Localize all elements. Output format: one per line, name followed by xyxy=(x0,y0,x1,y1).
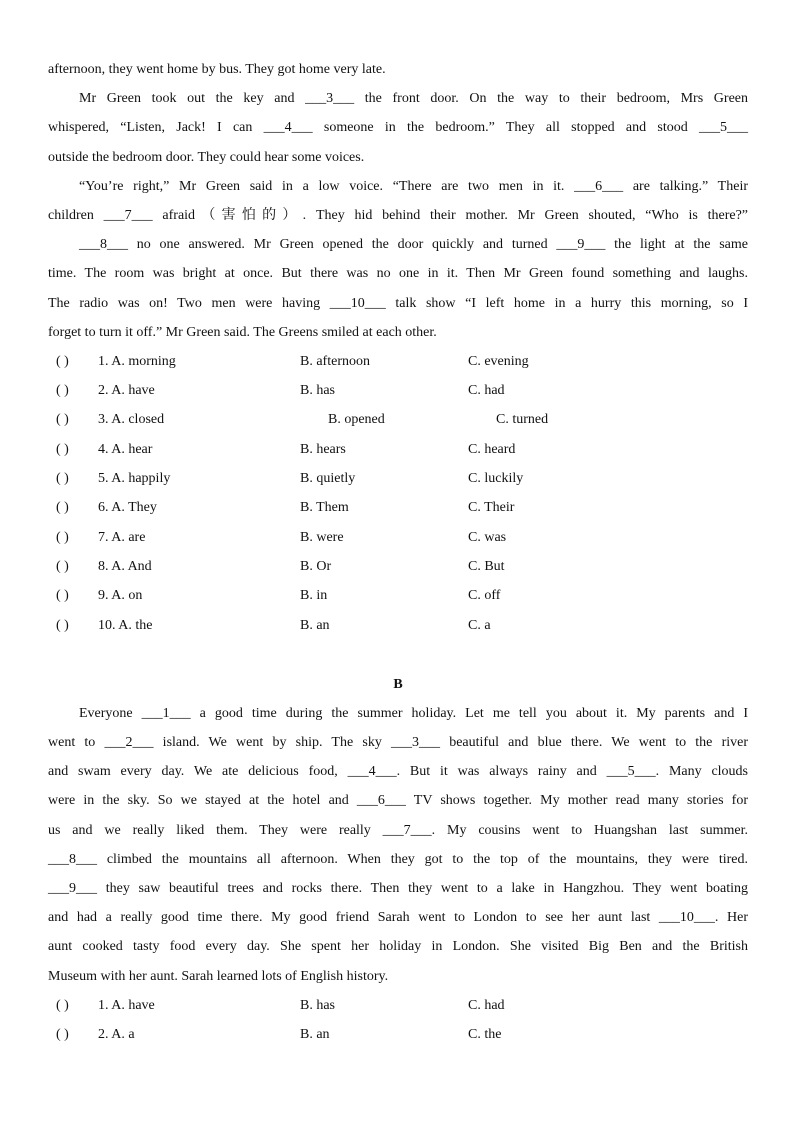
answer-blank[interactable]: ( ) xyxy=(56,412,69,428)
passage-line: The radio was on! Two men were having ___10___ talk show “I left home in a hurry this morning, so I xyxy=(48,295,748,311)
option-b: B. has xyxy=(300,997,335,1013)
option-c: C. was xyxy=(468,529,507,545)
option-b: B. Them xyxy=(300,500,349,516)
answer-blank[interactable]: ( ) xyxy=(56,383,69,399)
answer-blank[interactable]: ( ) xyxy=(56,588,69,604)
question-row xyxy=(48,493,748,522)
option-c: C. a xyxy=(468,617,491,633)
passage-a xyxy=(48,55,748,347)
option-c: C. had xyxy=(468,383,505,399)
option-c: C. evening xyxy=(468,353,529,369)
option-b: B. Or xyxy=(300,558,332,574)
option-a: 4. A. hear xyxy=(98,441,153,457)
option-b: B. were xyxy=(300,529,344,545)
section-title: B xyxy=(393,676,403,692)
option-b: B. quietly xyxy=(300,471,356,487)
option-a: 7. A. are xyxy=(98,529,146,545)
answer-blank[interactable]: ( ) xyxy=(56,353,69,369)
passage-line: Everyone ___1___ a good time during the summer holiday. Let me tell you about it. My parents and I xyxy=(79,705,748,721)
option-b: B. has xyxy=(300,383,335,399)
option-c: C. Their xyxy=(468,500,515,516)
option-a: 1. A. have xyxy=(98,997,155,1013)
option-a: 2. A. have xyxy=(98,383,155,399)
question-row xyxy=(48,1020,748,1049)
answer-blank[interactable]: ( ) xyxy=(56,1027,69,1043)
passage-line: aunt cooked tasty food every day. She spent her holiday in London. She visited Big Ben and the British xyxy=(48,939,748,955)
passage-line: and had a really good time there. My good friend Sarah went to London to see her aunt last ___10___. Her xyxy=(48,910,748,926)
question-row xyxy=(48,991,748,1020)
question-row xyxy=(48,523,748,552)
passage-line: time. The room was bright at once. But there was no one in it. Then Mr Green found something and laughs. xyxy=(48,266,748,282)
answer-blank[interactable]: ( ) xyxy=(56,500,69,516)
option-a: 6. A. They xyxy=(98,500,157,516)
option-a: 1. A. morning xyxy=(98,353,176,369)
passage-line: ___8___ no one answered. Mr Green opened the door quickly and turned ___9___ the light at the same xyxy=(79,237,748,253)
option-b: B. an xyxy=(300,1027,330,1043)
question-row xyxy=(48,581,748,610)
option-b: B. an xyxy=(300,617,330,633)
option-c: C. But xyxy=(468,558,505,574)
passage-line: were in the sky. So we stayed at the hotel and ___6___ TV shows together. My mother read many stories for xyxy=(48,793,748,809)
option-a: 9. A. on xyxy=(98,588,143,604)
answer-blank[interactable]: ( ) xyxy=(56,529,69,545)
question-row xyxy=(48,611,748,640)
option-a: 10. A. the xyxy=(98,617,153,633)
passage-line: ___8___ climbed the mountains all afternoon. When they got to the top of the mountains, they were tired. xyxy=(48,851,748,867)
passage-line: us and we really liked them. They were really ___7___. My cousins went to Huangshan last summer. xyxy=(48,822,748,838)
answer-blank[interactable]: ( ) xyxy=(56,558,69,574)
options-a xyxy=(48,347,748,640)
passage-line: Mr Green took out the key and ___3___ the front door. On the way to their bedroom, Mrs Green xyxy=(79,91,748,107)
option-a: 5. A. happily xyxy=(98,471,171,487)
question-row xyxy=(48,435,748,464)
answer-blank[interactable]: ( ) xyxy=(56,441,69,457)
option-c: C. off xyxy=(468,588,501,604)
option-b: B. afternoon xyxy=(300,353,370,369)
passage-line: children ___7___ afraid（害怕的）. They hid behind their mother. Mr Green shouted, “Who is there?” xyxy=(48,207,748,223)
answer-blank[interactable]: ( ) xyxy=(56,471,69,487)
option-c: C. luckily xyxy=(468,471,524,487)
question-row xyxy=(48,376,748,405)
question-row xyxy=(48,464,748,493)
passage-line: ___9___ they saw beautiful trees and rocks there. Then they went to a lake in Hangzhou. They went boating xyxy=(48,880,748,896)
option-b: B. in xyxy=(300,588,328,604)
option-b: B. hears xyxy=(300,441,346,457)
passage-line: outside the bedroom door. They could hear some voices. xyxy=(48,149,365,165)
option-c: C. turned xyxy=(496,412,549,428)
option-a: 2. A. a xyxy=(98,1027,135,1043)
option-c: C. heard xyxy=(468,441,516,457)
worksheet-page xyxy=(48,55,748,1049)
option-a: 3. A. closed xyxy=(98,412,165,428)
question-row xyxy=(48,347,748,376)
passage-line: “You’re right,” Mr Green said in a low voice. “There are two men in it. ___6___ are talking.” Their xyxy=(79,178,748,194)
passage-line: whispered, “Listen, Jack! I can ___4___ someone in the bedroom.” They all stopped and stood ___5___ xyxy=(48,120,748,136)
passage-line: Museum with her aunt. Sarah learned lots of English history. xyxy=(48,968,389,984)
option-c: C. had xyxy=(468,997,505,1013)
passage-line: and swam every day. We ate delicious food, ___4___. But it was always rainy and ___5___. Many clouds xyxy=(48,764,748,780)
option-a: 8. A. And xyxy=(98,558,152,574)
question-row xyxy=(48,552,748,581)
options-b xyxy=(48,991,748,1050)
question-row xyxy=(48,405,748,434)
answer-blank[interactable]: ( ) xyxy=(56,997,69,1013)
option-c: C. the xyxy=(468,1027,502,1043)
passage-line: forget to turn it off.” Mr Green said. The Greens smiled at each other. xyxy=(48,324,437,340)
passage-b xyxy=(48,699,748,991)
answer-blank[interactable]: ( ) xyxy=(56,617,69,633)
passage-line: went to ___2___ island. We went by ship. The sky ___3___ beautiful and blue there. We went to the river xyxy=(48,735,748,751)
option-b: B. opened xyxy=(328,412,385,428)
passage-line: afternoon, they went home by bus. They got home very late. xyxy=(48,62,386,77)
